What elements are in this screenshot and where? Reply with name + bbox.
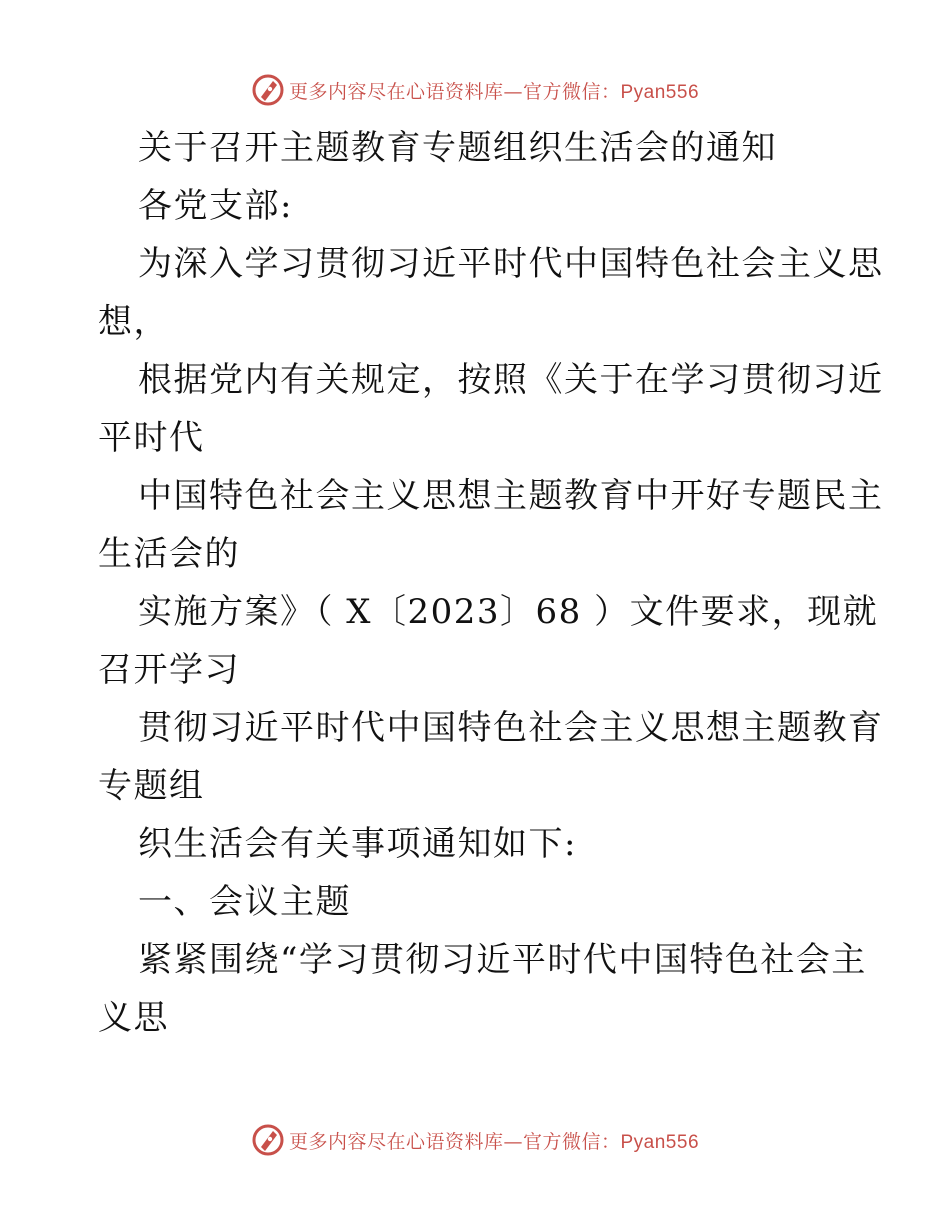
- paragraph-line: 平时代: [98, 418, 205, 458]
- document-title: 关于召开主题教育专题组织生活会的通知: [138, 128, 777, 168]
- wechat-id: Pyan556: [620, 81, 700, 103]
- paragraph-line: 实施方案》（ X〔2023〕68 ）文件要求，现就: [138, 592, 879, 632]
- header-watermark: [0, 70, 950, 110]
- paragraph-line: 中国特色社会主义思想主题教育中开好专题民主: [138, 476, 884, 516]
- paragraph-line: 生活会的: [98, 534, 240, 574]
- watermark-text: 更多内容尽在心语资料库—官方微信：Pyan556: [288, 80, 700, 103]
- paragraph-line: 贯彻习近平时代中国特色社会主义思想主题教育: [138, 708, 884, 748]
- paragraph-line: 根据党内有关规定，按照《关于在学习贯彻习近: [138, 360, 884, 400]
- pen-nib-logo-icon: [251, 1123, 285, 1157]
- paragraph-line: 专题组: [98, 766, 205, 806]
- watermark-text: 更多内容尽在心语资料库—官方微信：Pyan556: [288, 1130, 700, 1153]
- paragraph-line: 织生活会有关事项通知如下:: [138, 824, 577, 864]
- footer-watermark: [0, 1120, 950, 1160]
- paragraph-line: 召开学习: [98, 650, 240, 690]
- wechat-id: Pyan556: [620, 1131, 700, 1153]
- paragraph-line: 想，: [98, 302, 169, 342]
- paragraph-line: 为深入学习贯彻习近平时代中国特色社会主义思: [138, 244, 884, 284]
- section-heading: 一、会议主题: [138, 882, 351, 922]
- salutation: 各党支部:: [138, 186, 293, 226]
- paragraph-line: 义思: [98, 998, 169, 1038]
- pen-nib-logo-icon: [251, 73, 285, 107]
- paragraph-line: 紧紧围绕“学习贯彻习近平时代中国特色社会主: [138, 940, 867, 980]
